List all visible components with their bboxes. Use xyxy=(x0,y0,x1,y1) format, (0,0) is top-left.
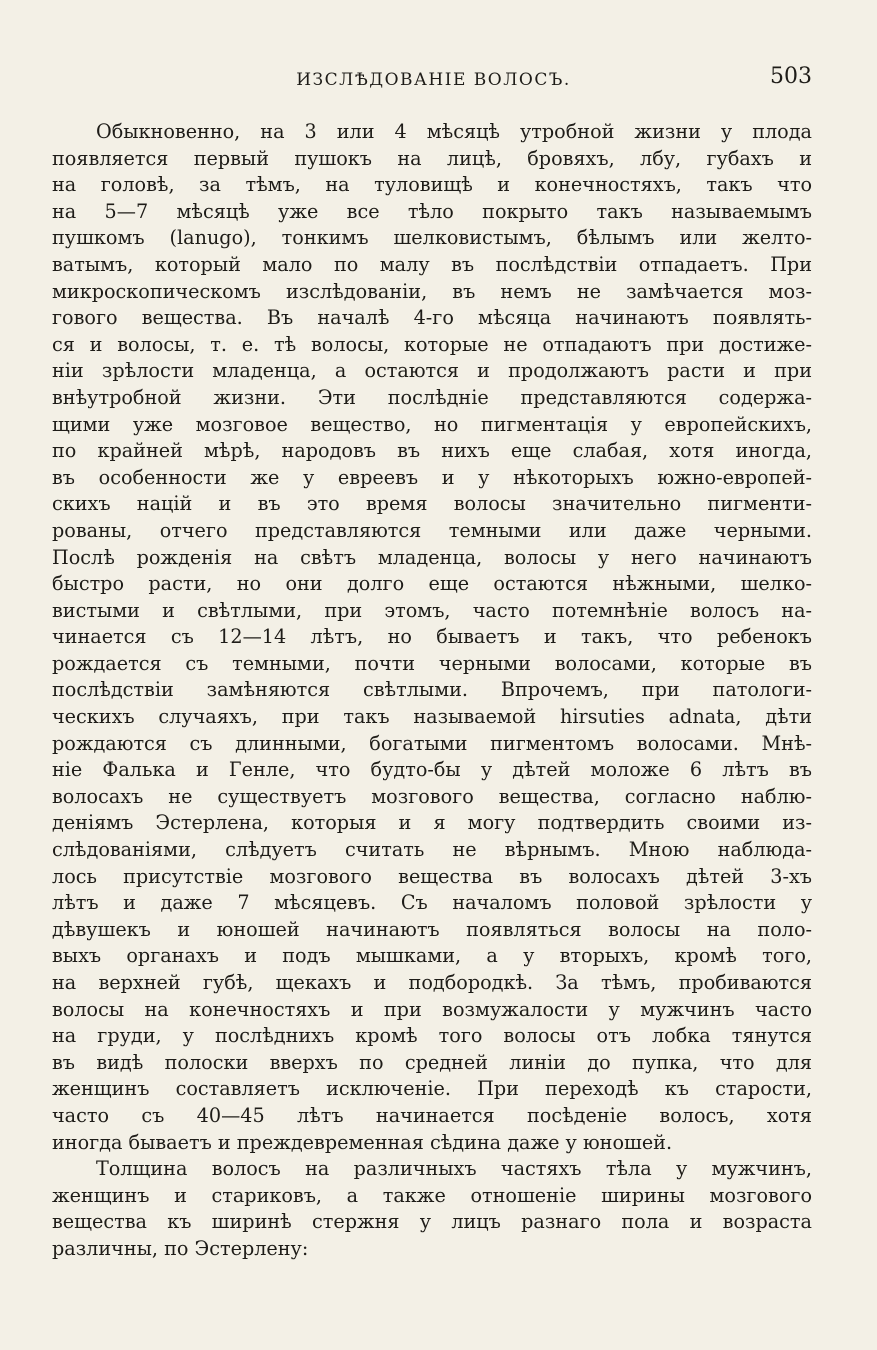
text-line: ніи зрѣлости младенца, а остаются и продолжаютъ расти и при xyxy=(52,359,812,383)
text-line: внѣутробной жизни. Эти послѣдніе представляются содержа- xyxy=(52,385,812,409)
text-line: вещества къ ширинѣ стержня у лицъ разнаго пола и возраста xyxy=(52,1210,812,1234)
text-line: ся и волосы, т. е. тѣ волосы, которые не отпадаютъ при достиже- xyxy=(52,332,812,356)
text-line: по крайней мѣрѣ, народовъ въ нихъ еще слабая, хотя иногда, xyxy=(52,439,812,463)
text-line: рождаются съ длинными, богатыми пигментомъ волосами. Мнѣ- xyxy=(52,731,812,755)
text-line: волосы на конечностяхъ и при возмужалости у мужчинъ часто xyxy=(52,997,812,1021)
text-line: появляется первый пушокъ на лицѣ, бровяхъ, лбу, губахъ и xyxy=(52,146,812,170)
text-line: скихъ націй и въ это время волосы значительно пигменти- xyxy=(52,492,812,516)
text-line: на 5—7 мѣсяцѣ уже все тѣло покрыто такъ называемымъ xyxy=(52,199,812,223)
paragraph xyxy=(52,119,812,1156)
text-line: на головѣ, за тѣмъ, на туловищѣ и конечностяхъ, такъ что xyxy=(52,173,812,197)
text-line: быстро расти, но они долго еще остаются нѣжными, шелко- xyxy=(52,572,812,596)
paragraph xyxy=(52,1156,812,1262)
text-line: Послѣ рожденія на свѣтъ младенца, волосы у него начинаютъ xyxy=(52,545,812,569)
text-line: женщинъ составляетъ исключеніе. При переходѣ къ старости, xyxy=(52,1077,812,1101)
text-line: микроскопическомъ изслѣдованіи, въ немъ не замѣчается моз- xyxy=(52,279,812,303)
text-line: ческихъ случаяхъ, при такъ называемой hirsuties adnata, дѣти xyxy=(52,705,812,729)
text-line: деніямъ Эстерлена, которыя и я могу подтвердить своими из- xyxy=(52,811,812,835)
text-line: пушкомъ (lanugo), тонкимъ шелковистымъ, бѣлымъ или желто- xyxy=(52,226,812,250)
text-line: ватымъ, который мало по малу въ послѣдствіи отпадаетъ. При xyxy=(52,252,812,276)
page-header xyxy=(55,62,812,96)
text-line: въ особенности же у евреевъ и у нѣкоторыхъ южно-европей- xyxy=(52,465,812,489)
text-line: иногда бываетъ и преждевременная сѣдина даже у юношей. xyxy=(52,1130,673,1154)
text-line: часто съ 40—45 лѣтъ начинается посѣденіе волосъ, хотя xyxy=(52,1103,812,1127)
text-line: Обыкновенно, на 3 или 4 мѣсяцѣ утробной жизни у плода xyxy=(96,120,812,143)
text-line: вистыми и свѣтлыми, при этомъ, часто потемнѣніе волосъ на- xyxy=(52,598,812,622)
text-line: женщинъ и стариковъ, а также отношеніе ширины мозгового xyxy=(52,1183,812,1207)
text-line: слѣдованіями, слѣдуетъ считать не вѣрнымъ. Мною наблюда- xyxy=(52,838,812,862)
text-line: различны, по Эстерлену: xyxy=(52,1236,309,1260)
text-line: гового вещества. Въ началѣ 4-го мѣсяца начинаютъ появлять- xyxy=(52,306,812,330)
text-line: чинается съ 12—14 лѣтъ, но бываетъ и такъ, что ребенокъ xyxy=(52,625,812,649)
text-line: лось присутствіе мозгового вещества въ волосахъ дѣтей 3-хъ xyxy=(52,864,812,888)
text-line: лѣтъ и даже 7 мѣсяцевъ. Съ началомъ половой зрѣлости у xyxy=(52,891,812,915)
running-title: ИЗСЛѢДОВАНІЕ ВОЛОСЪ. xyxy=(296,70,571,90)
text-line: рождается съ темными, почти черными волосами, которые въ xyxy=(52,651,812,675)
text-line: дѣвушекъ и юношей начинаютъ появляться волосы на поло- xyxy=(52,917,812,941)
text-line: волосахъ не существуетъ мозгового вещества, согласно наблю- xyxy=(52,784,812,808)
text-line: на верхней губѣ, щекахъ и подбородкѣ. За тѣмъ, пробиваются xyxy=(52,971,812,994)
text-line: щими уже мозговое вещество, но пигментація у европейскихъ, xyxy=(52,412,812,436)
text-line: Толщина волосъ на различныхъ частяхъ тѣла у мужчинъ, xyxy=(96,1157,812,1181)
page-number: 503 xyxy=(770,64,812,89)
text-line: выхъ органахъ и подъ мышками, а у вторыхъ, кромѣ того, xyxy=(52,944,812,968)
text-line: рованы, отчего представляются темными или даже черными. xyxy=(52,518,812,542)
body-text xyxy=(52,119,812,1263)
text-line: послѣдствіи замѣняются свѣтлыми. Впрочемъ, при патологи- xyxy=(52,678,812,702)
text-line: на груди, у послѣднихъ кромѣ того волосы отъ лобка тянутся xyxy=(52,1024,812,1048)
text-line: въ видѣ полоски вверхъ по средней линіи до пупка, что для xyxy=(52,1050,812,1074)
text-line: ніе Фалька и Генле, что будто-бы у дѣтей моложе 6 лѣтъ въ xyxy=(52,758,812,782)
